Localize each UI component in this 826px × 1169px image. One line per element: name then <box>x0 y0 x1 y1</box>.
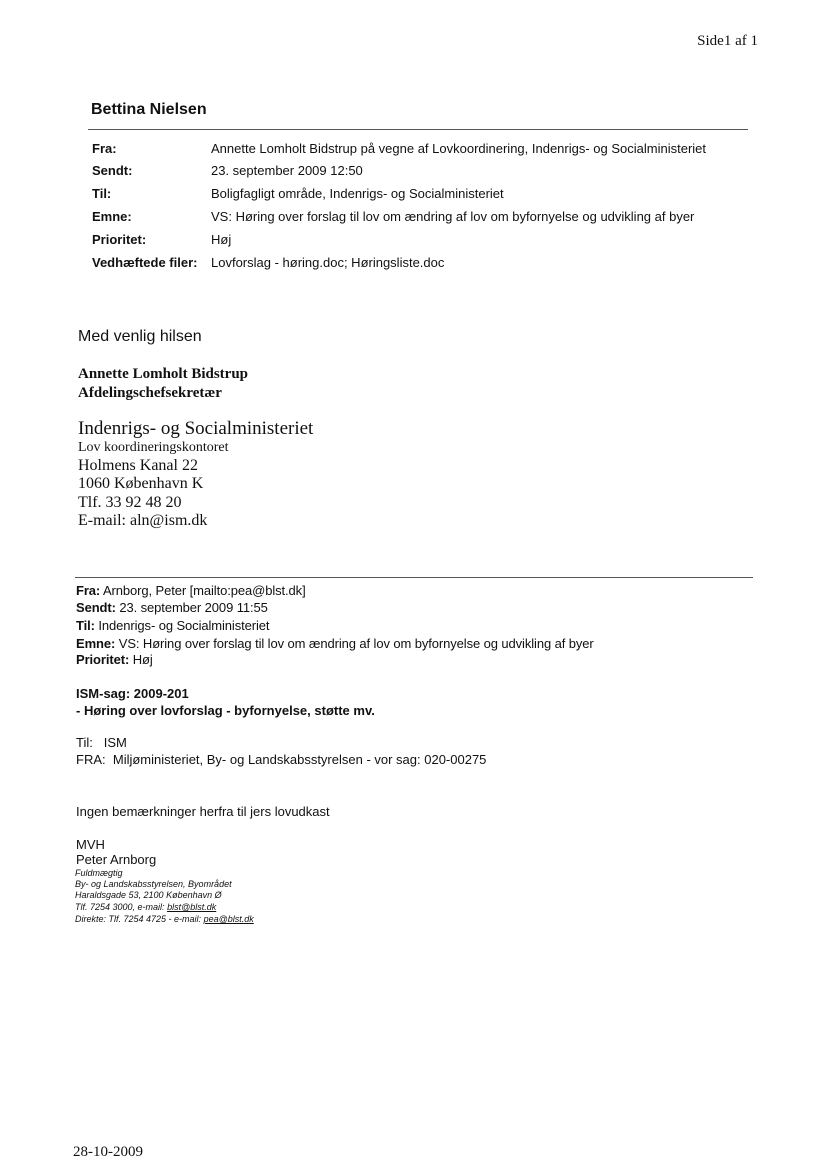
case-title: - Høring over lovforslag - byfornyelse, støtte mv. <box>76 703 375 718</box>
fwd-label: Emne: <box>76 636 116 651</box>
fwd-to: Indenrigs- og Socialministeriet <box>98 618 270 633</box>
fwd-sent: 23. september 2009 11:55 <box>119 600 268 615</box>
routing-from-value: Miljøministeriet, By- og Landskabsstyrelsen - vor sag: 020-00275 <box>112 752 487 767</box>
fwd-from[interactable]: Arnborg, Peter [mailto:pea@blst.dk] <box>102 583 306 598</box>
signature-title: Afdelingschefsekretær <box>78 385 222 401</box>
header-label: Fra: <box>92 141 117 156</box>
fwd-from-row <box>76 583 306 599</box>
routing-to-label: Til: <box>76 735 93 750</box>
closing-title: Fuldmægtig <box>75 868 123 878</box>
header-value: 23. september 2009 12:50 <box>211 163 363 178</box>
case-reference: ISM-sag: 2009-201 <box>76 686 189 701</box>
fwd-label: Til: <box>76 618 95 633</box>
header-label: Vedhæftede filer: <box>92 255 198 270</box>
routing-from-label: FRA: <box>76 752 106 767</box>
fwd-sent-row <box>76 600 268 616</box>
signature-street: Holmens Kanal 22 <box>78 457 198 474</box>
fwd-label: Fra: <box>76 583 101 598</box>
header-value: Høj <box>211 232 232 247</box>
closing-phone-prefix: Tlf. 7254 3000, e-mail: <box>75 902 168 912</box>
closing-phone-email[interactable]: blst@blst.dk <box>167 902 217 912</box>
fwd-subject: VS: Høring over forslag til lov om ændring af lov om byfornyelse og udvikling af byer <box>118 636 594 651</box>
closing-phone <box>75 902 216 912</box>
routing-from <box>76 752 486 767</box>
fwd-to-row <box>76 618 269 634</box>
page-number: Side1 af 1 <box>697 33 758 49</box>
fwd-label: Sendt: <box>76 600 116 615</box>
fwd-label: Prioritet: <box>76 652 130 667</box>
signature-name: Annette Lomholt Bidstrup <box>78 366 249 382</box>
closing-direct-prefix: Direkte: Tlf. 7254 4725 - e-mail: <box>75 914 204 924</box>
routing-to <box>76 735 127 750</box>
signature-phone: Tlf. 33 92 48 20 <box>78 494 182 511</box>
signature-city: 1060 København K <box>78 475 204 492</box>
fwd-priority: Høj <box>132 652 153 667</box>
footer-date: 28-10-2009 <box>73 1144 143 1160</box>
attachment-list[interactable]: Lovforslag - høring.doc; Høringsliste.doc <box>211 255 445 270</box>
fwd-subject-row <box>76 636 594 652</box>
greeting: Med venlig hilsen <box>78 328 202 345</box>
signature-ministry: Indenrigs- og Socialministeriet <box>78 418 314 439</box>
closing-org: By- og Landskabsstyrelsen, Byområdet <box>75 879 232 889</box>
fwd-priority-row <box>76 652 153 668</box>
closing-mvh: MVH <box>76 837 105 852</box>
forward-divider <box>75 577 753 578</box>
header-value: VS: Høring over forslag til lov om ændring af lov om byfornyelse og udvikling af byer <box>211 209 695 224</box>
routing-to-value: ISM <box>103 735 127 750</box>
header-label: Sendt: <box>92 163 133 178</box>
closing-direct <box>75 914 254 924</box>
header-label: Prioritet: <box>92 232 147 247</box>
closing-direct-email[interactable]: pea@blst.dk <box>203 914 254 924</box>
message-text: Ingen bemærkninger herfra til jers lovudkast <box>76 804 330 819</box>
header-label: Til: <box>92 186 112 201</box>
header-value: Boligfagligt område, Indenrigs- og Socialministeriet <box>211 186 504 201</box>
header-divider <box>88 129 748 130</box>
closing-address: Haraldsgade 53, 2100 København Ø <box>75 890 222 900</box>
signature-email[interactable]: E-mail: aln@ism.dk <box>78 512 208 529</box>
closing-name: Peter Arnborg <box>76 852 157 867</box>
header-value: Annette Lomholt Bidstrup på vegne af Lovkoordinering, Indenrigs- og Socialministeriet <box>211 141 707 156</box>
signature-office: Lov koordineringskontoret <box>78 440 229 455</box>
header-label: Emne: <box>92 209 132 224</box>
mailbox-owner: Bettina Nielsen <box>91 101 207 118</box>
